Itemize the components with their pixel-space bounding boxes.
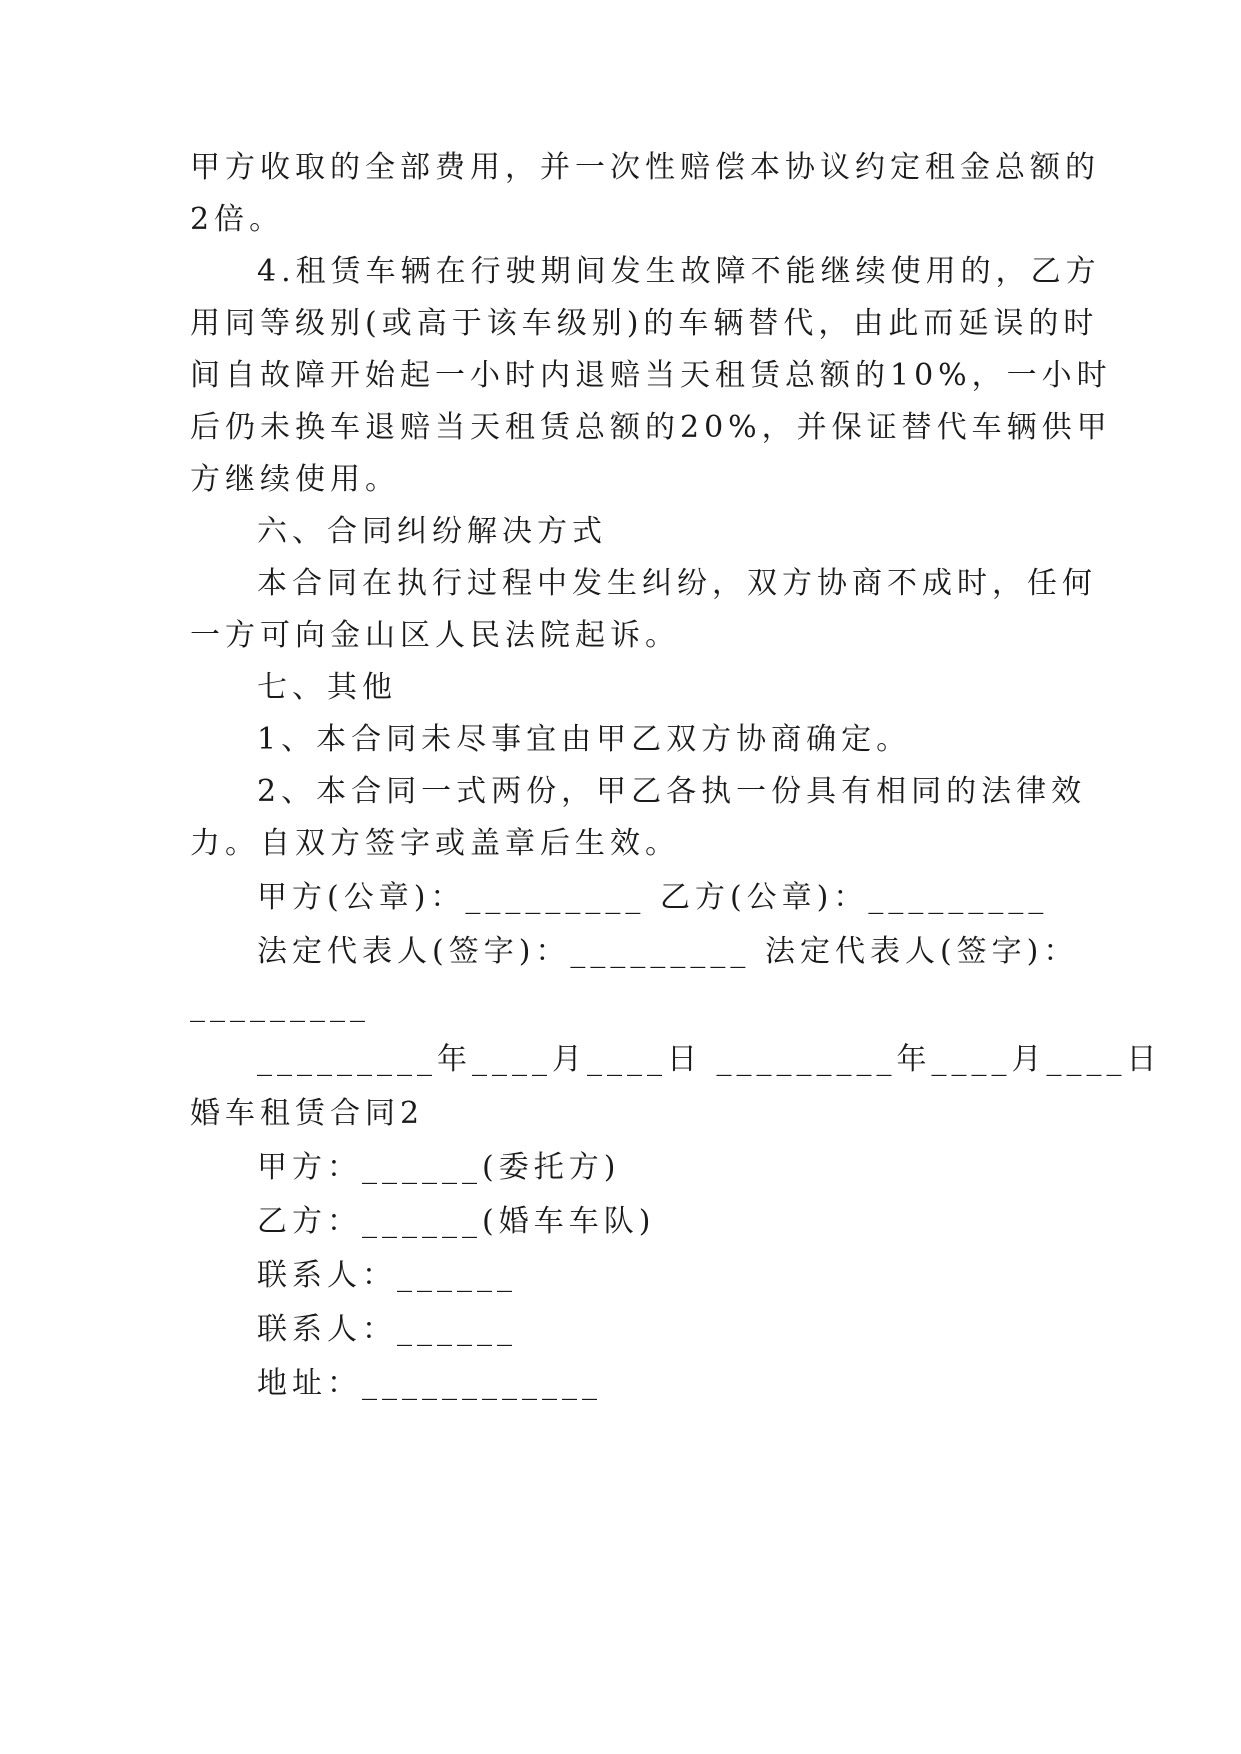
text-line: 力。自双方签字或盖章后生效。 <box>190 826 680 861</box>
address-line: 地址：____________ <box>257 1366 602 1401</box>
section-heading: 七、其他 <box>257 670 397 705</box>
text-line: 1、本合同未尽事宜由甲乙双方协商确定。 <box>257 722 912 757</box>
text-line: 一方可向金山区人民法院起诉。 <box>190 618 680 653</box>
text-line: 后仍未换车退赔当天租赁总额的20%，并保证替代车辆供甲 <box>190 410 1112 445</box>
section-heading: 六、合同纠纷解决方式 <box>257 514 607 549</box>
text-line: 本合同在执行过程中发生纠纷，双方协商不成时，任何 <box>257 566 1097 601</box>
signature-line: 甲方(公章)：_________ 乙方(公章)：_________ <box>257 880 1049 915</box>
contact-line: 联系人：______ <box>257 1258 517 1293</box>
signature-line: 法定代表人(签字)：_________ 法定代表人(签字)： <box>257 934 1079 969</box>
text-line: 2倍。 <box>190 202 285 237</box>
date-line: _________年____月____日 _________年____月____日 <box>257 1042 1162 1077</box>
text-line: 用同等级别(或高于该车级别)的车辆替代，由此而延误的时 <box>190 306 1099 341</box>
party-b-line: 乙方：______(婚车车队) <box>257 1204 656 1239</box>
text-line: 甲方收取的全部费用，并一次性赔偿本协议约定租金总额的 <box>190 150 1100 185</box>
contact-line: 联系人：______ <box>257 1312 517 1347</box>
signature-blank: _________ <box>190 988 370 1023</box>
text-line: 4.租赁车辆在行驶期间发生故障不能继续使用的，乙方 <box>257 254 1101 289</box>
text-line: 间自故障开始起一小时内退赔当天租赁总额的10%，一小时 <box>190 358 1112 393</box>
text-line: 方继续使用。 <box>190 462 400 497</box>
text-line: 2、本合同一式两份，甲乙各执一份具有相同的法律效 <box>257 774 1087 809</box>
section-title: 婚车租赁合同2 <box>190 1096 425 1131</box>
party-a-line: 甲方：______(委托方) <box>257 1150 621 1185</box>
